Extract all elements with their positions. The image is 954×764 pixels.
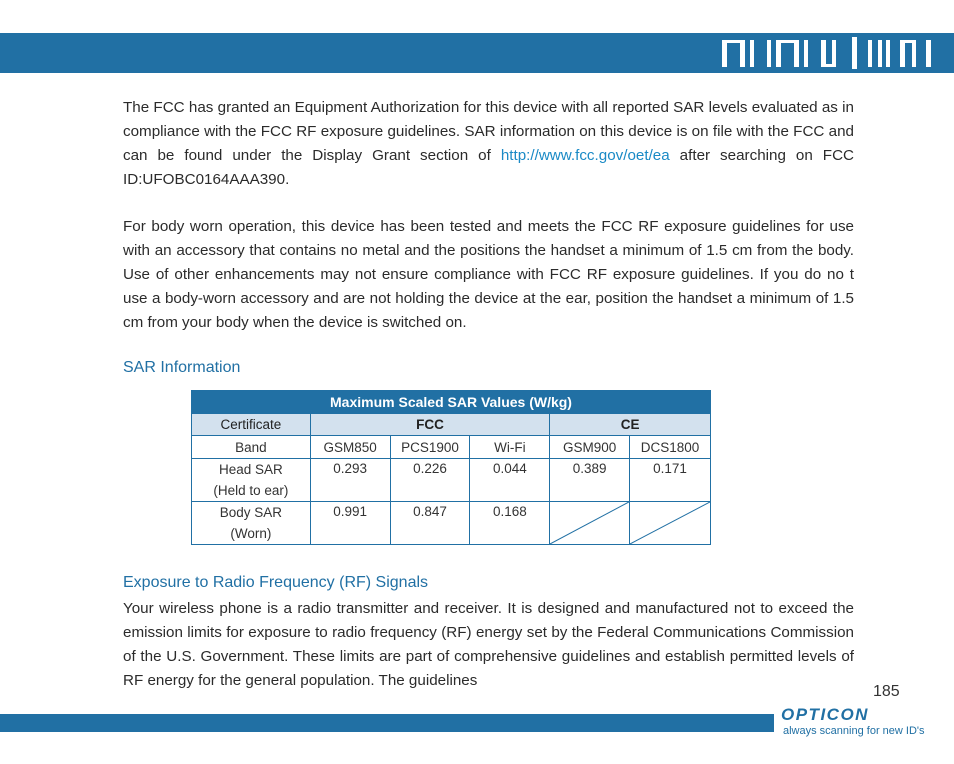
brand-tagline: always scanning for new ID's <box>783 725 925 737</box>
footer-band <box>0 714 774 732</box>
table-header-row <box>192 414 711 436</box>
heading-exposure-rf: Exposure to Radio Frequency (RF) Signals <box>123 574 429 591</box>
band-cell: Wi-Fi <box>470 436 550 459</box>
head-sar-value: 0.044 <box>470 459 550 502</box>
diagonal-slash-icon <box>630 502 710 544</box>
fcc-link[interactable]: http://www.fcc.gov/oet/ea <box>500 147 670 164</box>
header-certificate: Certificate <box>192 414 311 436</box>
band-cell: GSM900 <box>550 436 630 459</box>
body-section-3 <box>123 597 854 693</box>
paragraph-text: The FCC has granted an Equipment Authorization for this device with all reported SAR levels evaluated as in compliance with the FCC RF exposure guidelines. SAR information on this device is on file with the FCC and can be found under the Display Grant section of <box>123 99 854 164</box>
body-section-2 <box>123 215 854 335</box>
paragraph-fcc-authorization <box>123 96 854 192</box>
body-sar-value: 0.168 <box>470 502 550 545</box>
band-label: Band <box>192 436 311 459</box>
table-title-row <box>192 391 711 414</box>
band-cell: DCS1800 <box>630 436 711 459</box>
empty-cell <box>630 502 711 545</box>
table-row-band <box>192 436 711 459</box>
header-ce: CE <box>550 414 711 436</box>
empty-cell <box>550 502 630 545</box>
body-sar-value: 0.847 <box>390 502 470 545</box>
logo-text: OPTICON <box>781 705 869 723</box>
head-sar-value: 0.389 <box>550 459 630 502</box>
body-sar-label-line1: Body SAR <box>219 505 282 520</box>
band-cell: PCS1900 <box>390 436 470 459</box>
paragraph-rf-exposure: Your wireless phone is a radio transmitter and receiver. It is designed and manufactured not to exceed the emission limits for exposure to radio frequency (RF) energy set by the Federal Communications Commission of the U.S. Government. These limits are part of comprehensive guidelines and establish permitted levels of RF energy for the general population. The guidelines <box>123 600 854 689</box>
body-sar-label <box>192 502 311 545</box>
body-sar-label-line2: (Worn) <box>230 526 272 541</box>
barcode-icon <box>722 37 937 69</box>
diagonal-slash-icon <box>550 502 629 544</box>
table-title: Maximum Scaled SAR Values (W/kg) <box>192 391 711 414</box>
band-cell: GSM850 <box>310 436 390 459</box>
body-section-1 <box>123 96 854 192</box>
opticon-logo <box>781 705 929 723</box>
header-fcc: FCC <box>310 414 550 436</box>
head-sar-value: 0.171 <box>630 459 711 502</box>
body-sar-value: 0.991 <box>310 502 390 545</box>
page-number: 185 <box>873 683 900 700</box>
sar-table <box>191 390 711 545</box>
head-sar-value: 0.293 <box>310 459 390 502</box>
head-sar-value: 0.226 <box>390 459 470 502</box>
paragraph-body-worn: For body worn operation, this device has been tested and meets the FCC RF exposure guidelines for use with an accessory that contains no metal and the positions the handset a minimum of 1.5 cm from the body. Use of other enhancements may not ensure compliance with FCC RF exposure guidelines. If you do no t use a body-worn accessory and are not holding the device at the ear, position the handset a minimum of 1.5 cm from your body when the device is switched on. <box>123 218 854 331</box>
head-sar-label <box>192 459 311 502</box>
paragraph-text-tail: after searching on FCC ID:UFOBC0164AAA390. <box>123 147 855 188</box>
head-sar-label-line2: (Held to ear) <box>213 483 289 498</box>
table-row-body-sar <box>192 502 711 545</box>
heading-sar-information: SAR Information <box>123 359 241 376</box>
table-row-head-sar <box>192 459 711 502</box>
head-sar-label-line1: Head SAR <box>218 462 283 477</box>
